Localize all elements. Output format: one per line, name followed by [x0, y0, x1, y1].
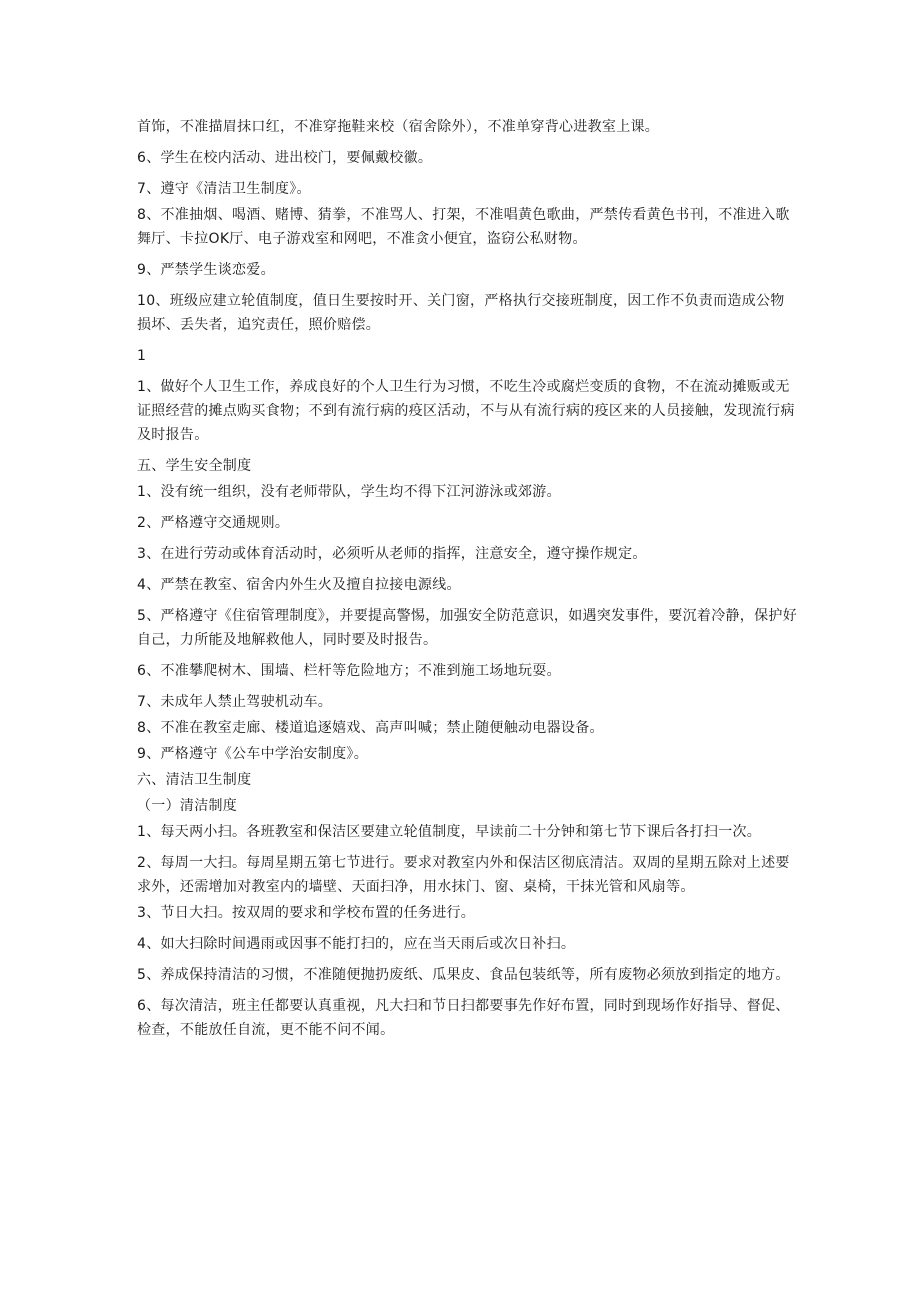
- paragraph: 6、每次清洁，班主任都要认真重视，凡大扫和节日扫都要事先作好布置，同时到现场作好指导、督促、检查，不能放任自流，更不能不问不闻。: [137, 998, 790, 1038]
- paragraph: 3、节日大扫。按双周的要求和学校布置的任务进行。: [137, 905, 476, 921]
- paragraph: 5、严格遵守《住宿管理制度》，并要提高警惕，加强安全防范意识，如遇突发事件，要沉着冷静，保护好自己，力所能及地解救他人，同时要及时报告。: [137, 608, 798, 648]
- paragraph: 4、如大扫除时间遇雨或因事不能打扫的，应在当天雨后或次日补扫。: [137, 936, 576, 952]
- paragraph: 1、没有统一组织，没有老师带队，学生均不得下江河游泳或郊游。: [137, 484, 561, 500]
- paragraph: 7、未成年人禁止驾驶机动车。: [137, 694, 333, 710]
- paragraph: 9、严格遵守《公车中学治安制度》。: [137, 746, 369, 762]
- paragraph: 3、在进行劳动或体育活动时，必须听从老师的指挥，注意安全，遵守操作规定。: [137, 546, 647, 562]
- paragraph: 6、学生在校内活动、进出校门，要佩戴校徽。: [137, 150, 433, 166]
- section-heading: 六、清洁卫生制度: [137, 772, 252, 788]
- paragraph: 1、做好个人卫生工作，养成良好的个人卫生行为习惯，不吃生冷或腐烂变质的食物，不在流动摊贩或无证照经营的摊点购买食物；不到有流行病的疫区活动，不与从有流行病的疫区来的人员接触，发现流行病及时报告。: [137, 379, 795, 443]
- paragraph: 5、养成保持清洁的习惯，不准随便抛扔废纸、瓜果皮、食品包装纸等，所有废物必须放到指定的地方。: [137, 967, 790, 983]
- paragraph: 8、不准抽烟、喝酒、赌博、猜拳，不准骂人、打架，不准唱黄色歌曲，严禁传看黄色书刊，不准进入歌舞厅、卡拉OK厅、电子游戏室和网吧，不准贪小便宜，盗窃公私财物。: [137, 207, 790, 247]
- paragraph: 2、严格遵守交通规则。: [137, 515, 290, 531]
- paragraph: 8、不准在教室走廊、楼道追逐嬉戏、高声叫喊；禁止随便触动电器设备。: [137, 720, 604, 736]
- paragraph: 2、每周一大扫。每周星期五第七节进行。要求对教室内外和保洁区彻底清洁。双周的星期五除对上述要求外，还需增加对教室内的墙壁、天面扫净，用水抹门、窗、桌椅，干抹光管和风扇等。: [137, 855, 790, 895]
- paragraph: 6、不准攀爬树木、围墙、栏杆等危险地方；不准到施工场地玩耍。: [137, 663, 561, 679]
- paragraph: 9、严禁学生谈恋爱。: [137, 262, 275, 278]
- section-heading: 五、学生安全制度: [137, 458, 252, 474]
- paragraph: 4、严禁在教室、宿舍内外生火及擅自拉接电源线。: [137, 577, 461, 593]
- paragraph: 1: [137, 348, 147, 364]
- paragraph: 首饰，不准描眉抹口红，不准穿拖鞋来校（宿舍除外），不准单穿背心进教室上课。: [137, 119, 660, 135]
- paragraph: 1、每天两小扫。各班教室和保洁区要建立轮值制度，早读前二十分钟和第七节下课后各打扫一次。: [137, 824, 762, 840]
- paragraph: 10、班级应建立轮值制度，值日生要按时开、关门窗，严格执行交接班制度，因工作不负责而造成公物损坏、丢失者，追究责任，照价赔偿。: [137, 293, 785, 333]
- document-body: [137, 115, 797, 1049]
- subsection-heading: （一）清洁制度: [137, 798, 238, 814]
- paragraph: 7、遵守《清洁卫生制度》。: [137, 181, 311, 197]
